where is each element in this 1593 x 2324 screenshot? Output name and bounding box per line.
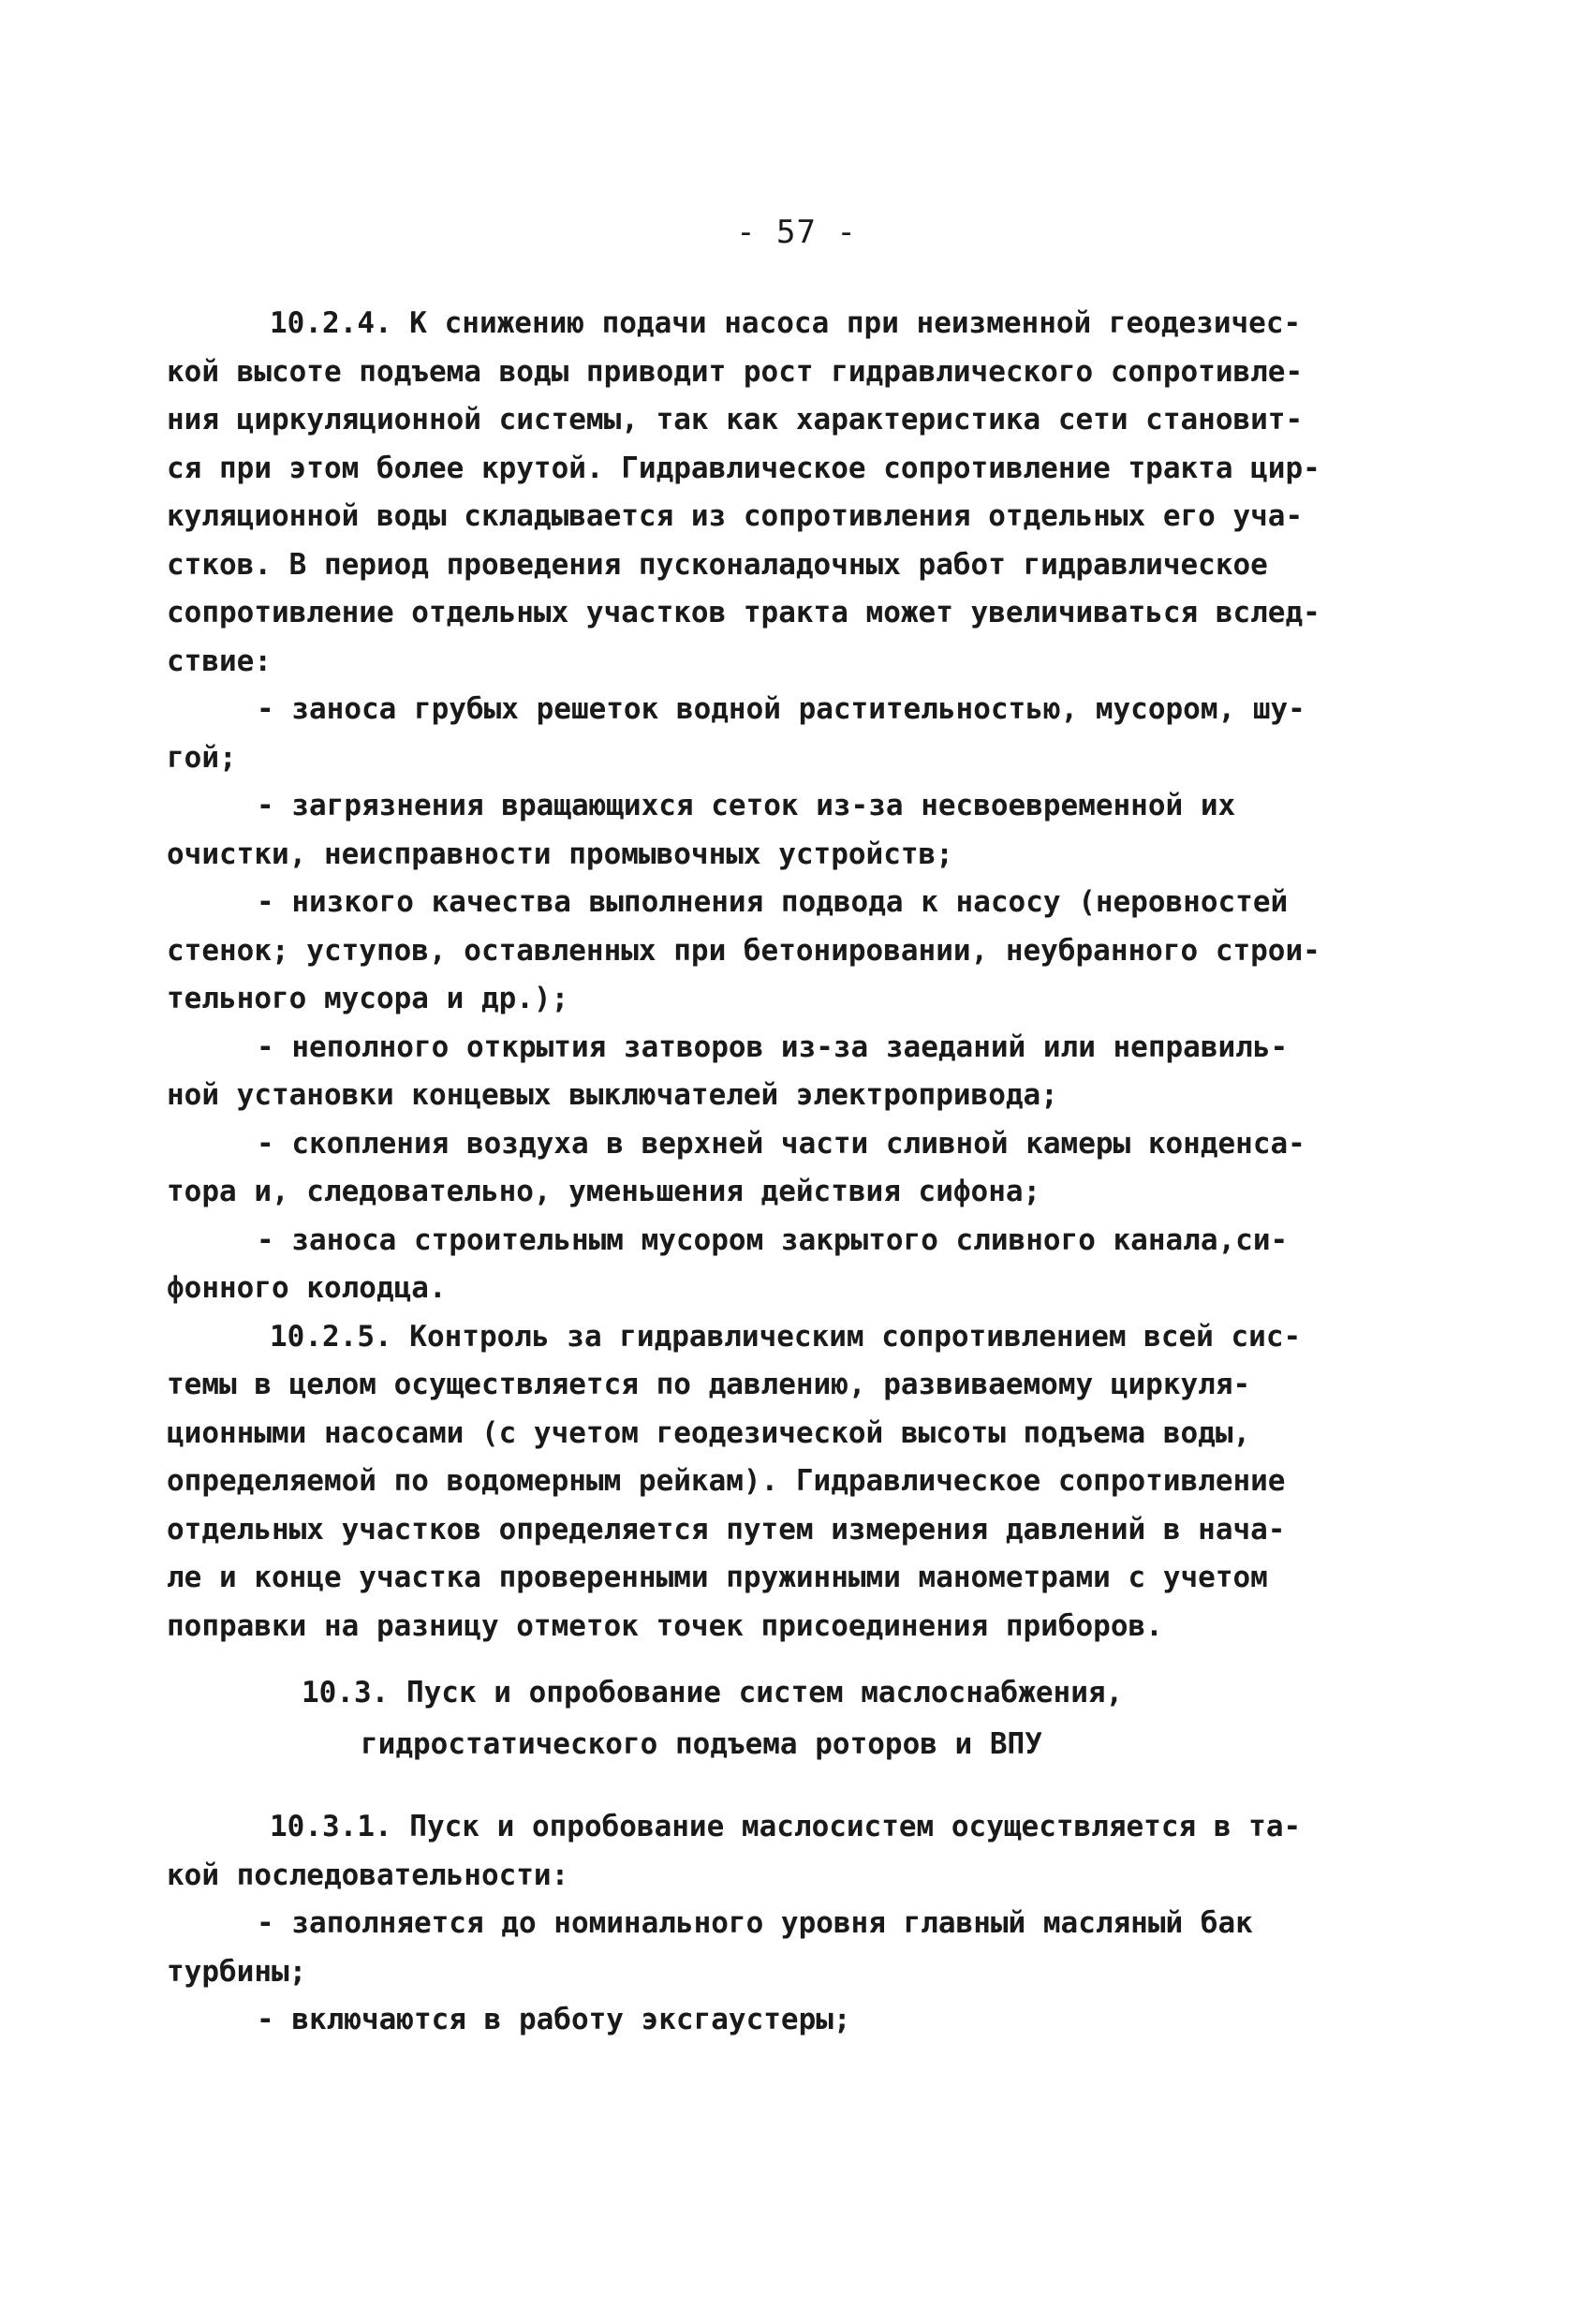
heading-line: гидростатического подъема роторов и ВПУ: [361, 1727, 1042, 1761]
text-line: ствие:: [167, 644, 272, 678]
text-line: - скопления воздуха в верхней части сливной камеры конденса-: [257, 1126, 1305, 1161]
text-line: ле и конце участка проверенными пружинными манометрами с учетом: [167, 1561, 1268, 1594]
text-line: куляционной воды складывается из сопротивления отдельных его уча-: [167, 499, 1304, 533]
text-line: 10.3.1. Пуск и опробование маслосистем осуществляется в та-: [270, 1810, 1302, 1843]
list-item: [167, 1024, 1440, 1120]
text-line: - заполняется до номинального уровня главный масляный бак: [257, 1906, 1253, 1940]
section-10-2-text: [167, 300, 1440, 1650]
text-line: очистки, неисправности промывочных устройств;: [167, 836, 953, 871]
text-line: ной установки концевых выключателей электропривода;: [167, 1078, 1058, 1112]
list-item: [167, 686, 1440, 782]
text-line: кой последовательности:: [167, 1858, 569, 1892]
text-line: ционными насосами (с учетом геодезической высоты подъема воды,: [167, 1415, 1251, 1450]
section-heading-10-3: [0, 1667, 1593, 1770]
text-line: - заноса строительным мусором закрытого сливного канала,си-: [257, 1222, 1289, 1257]
text-line: турбины;: [167, 1954, 307, 1989]
text-line: отдельных участков определяется путем измерения давлений в нача-: [167, 1512, 1286, 1547]
causes-list: [167, 686, 1440, 1313]
text-line: тельного мусора и др.);: [167, 982, 569, 1015]
text-line: тора и, следовательно, уменьшения действия сифона;: [167, 1175, 1041, 1208]
list-item: [167, 1900, 1440, 1996]
text-line: 10.2.5. Контроль за гидравлическим сопротивлением всей сис-: [270, 1319, 1302, 1354]
list-item: [167, 782, 1440, 879]
text-line: ся при этом более крутой. Гидравлическое сопротивление тракта цир-: [167, 451, 1320, 485]
text-line: 10.2.4. К снижению подачи насоса при неизменной геодезичес-: [270, 306, 1302, 340]
list-item: [167, 1996, 1440, 2045]
heading-line: 10.3. Пуск и опробование систем маслоснабжения,: [302, 1676, 1124, 1710]
text-line: - загрязнения вращающихся сеток из-за несвоевременной их: [257, 789, 1236, 822]
list-item: [167, 879, 1440, 1024]
text-line: определяемой по водомерным рейкам). Гидравлическое сопротивление: [167, 1464, 1286, 1498]
text-line: стков. В период проведения пусконаладочных работ гидравлическое: [167, 547, 1268, 582]
text-line: фонного колодца.: [167, 1271, 447, 1305]
text-line: - неполного открытия затворов из-за заеданий или неправиль-: [257, 1029, 1289, 1064]
text-line: - включаются в работу эксгаустеры;: [257, 2003, 851, 2036]
text-line: - заноса грубых решеток водной растительностью, мусором, шу-: [257, 692, 1305, 726]
text-line: гой;: [167, 740, 237, 775]
text-line: сопротивление отдельных участков тракта может увеличиваться вслед-: [167, 596, 1320, 629]
text-line: ния циркуляционной системы, так как характеристика сети становит-: [167, 403, 1304, 437]
paragraph-10-2-5: [167, 1313, 1440, 1651]
paragraph-10-3-1: [167, 1803, 1440, 2045]
text-line: стенок; уступов, оставленных при бетонировании, неубранного строи-: [167, 933, 1320, 968]
text-line: кой высоте подъема воды приводит рост гидравлического сопротивле-: [167, 354, 1304, 389]
text-line: поправки на разницу отметок точек присоединения приборов.: [167, 1608, 1163, 1643]
paragraph-10-2-4: [167, 300, 1440, 686]
text-line: - низкого качества выполнения подвода к насосу (неровностей: [257, 885, 1289, 919]
list-item: [167, 1217, 1440, 1313]
page-number: - 57 -: [736, 214, 857, 251]
list-item: [167, 1120, 1440, 1217]
text-line: темы в целом осуществляется по давлению, развиваемому циркуля-: [167, 1368, 1251, 1401]
